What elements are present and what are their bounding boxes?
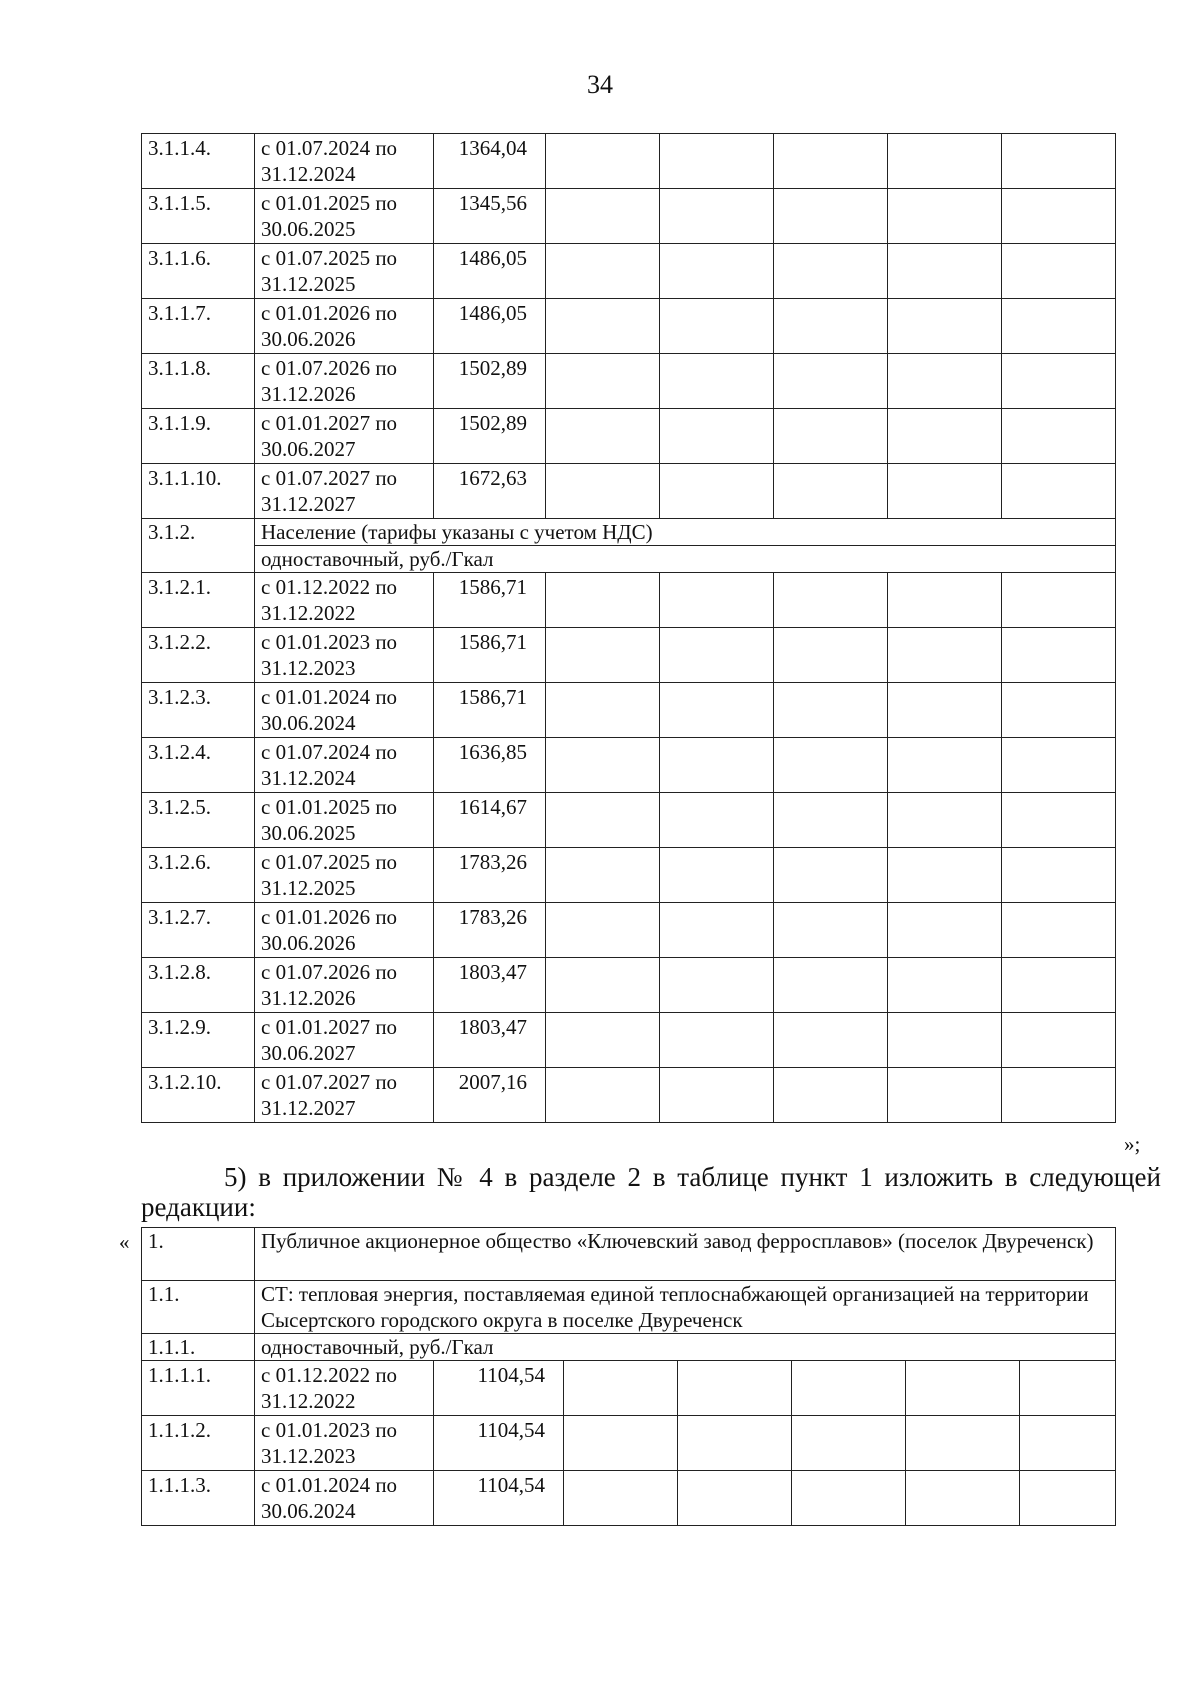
page-number: 34: [587, 70, 613, 99]
empty-cell: [546, 189, 660, 244]
empty-cell: [660, 903, 774, 958]
section-title: Население (тарифы указаны с учетом НДС): [255, 519, 1116, 546]
row-period: с 01.07.2027 по 31.12.2027: [255, 1068, 434, 1123]
empty-cell: [660, 354, 774, 409]
row-period: с 01.01.2026 по 30.06.2026: [255, 903, 434, 958]
row-value: 1586,71: [434, 628, 546, 683]
empty-cell: [546, 958, 660, 1013]
table-row: [142, 464, 1116, 519]
table-row: [142, 299, 1116, 354]
empty-cell: [774, 409, 888, 464]
row-period: с 01.01.2025 по 30.06.2025: [255, 189, 434, 244]
row-code: 1.1.1.2.: [142, 1416, 255, 1471]
tariff-table-population: [141, 133, 1116, 1123]
empty-cell: [1002, 573, 1116, 628]
empty-cell: [792, 1361, 906, 1416]
empty-cell: [1002, 189, 1116, 244]
row-value: 1486,05: [434, 299, 546, 354]
table-row: [142, 1068, 1116, 1123]
empty-cell: [774, 354, 888, 409]
row-period: с 01.07.2026 по 31.12.2026: [255, 958, 434, 1013]
row-code: 3.1.2.1.: [142, 573, 255, 628]
table-row: [142, 738, 1116, 793]
empty-cell: [546, 464, 660, 519]
table-row: [142, 903, 1116, 958]
row-text: СТ: тепловая энергия, поставляемая единой теплоснабжающей организацией на территории Сысертского городского округа в поселке Двуреченск: [255, 1281, 1116, 1334]
empty-cell: [906, 1416, 1020, 1471]
empty-cell: [888, 1068, 1002, 1123]
table-row: [142, 1013, 1116, 1068]
empty-cell: [888, 244, 1002, 299]
empty-cell: [888, 1013, 1002, 1068]
row-code: 1.1.1.3.: [142, 1471, 255, 1526]
row-code: 1.1.1.1.: [142, 1361, 255, 1416]
row-period: с 01.07.2024 по 31.12.2024: [255, 134, 434, 189]
empty-cell: [660, 848, 774, 903]
empty-cell: [546, 848, 660, 903]
row-code: 1.: [142, 1228, 255, 1281]
empty-cell: [546, 354, 660, 409]
empty-cell: [1002, 628, 1116, 683]
empty-cell: [660, 464, 774, 519]
empty-cell: [888, 573, 1002, 628]
empty-cell: [774, 1013, 888, 1068]
row-code: 3.1.2.6.: [142, 848, 255, 903]
empty-cell: [546, 1013, 660, 1068]
empty-cell: [546, 134, 660, 189]
table-row: [142, 189, 1116, 244]
empty-cell: [774, 1068, 888, 1123]
row-period: с 01.01.2023 по 31.12.2023: [255, 628, 434, 683]
row-period: с 01.01.2023 по 31.12.2023: [255, 1416, 434, 1471]
empty-cell: [564, 1416, 678, 1471]
empty-cell: [678, 1471, 792, 1526]
row-code: 3.1.1.6.: [142, 244, 255, 299]
row-value: 1614,67: [434, 793, 546, 848]
row-period: с 01.07.2026 по 31.12.2026: [255, 354, 434, 409]
empty-cell: [546, 793, 660, 848]
row-value: 1104,54: [434, 1361, 564, 1416]
empty-cell: [1002, 1013, 1116, 1068]
tariff-table-dvurechensk: [141, 1227, 1116, 1526]
row-value: 1104,54: [434, 1471, 564, 1526]
empty-cell: [564, 1361, 678, 1416]
row-code: 3.1.2.5.: [142, 793, 255, 848]
row-value: 1104,54: [434, 1416, 564, 1471]
empty-cell: [774, 738, 888, 793]
empty-cell: [888, 134, 1002, 189]
row-code: 3.1.1.7.: [142, 299, 255, 354]
table-row: [142, 1361, 1116, 1416]
row-value: 1586,71: [434, 573, 546, 628]
header-row: [142, 1228, 1116, 1281]
empty-cell: [678, 1416, 792, 1471]
empty-cell: [774, 628, 888, 683]
empty-cell: [1002, 244, 1116, 299]
empty-cell: [888, 793, 1002, 848]
empty-cell: [546, 299, 660, 354]
row-value: 1502,89: [434, 409, 546, 464]
empty-cell: [888, 409, 1002, 464]
empty-cell: [1002, 793, 1116, 848]
empty-cell: [1020, 1361, 1116, 1416]
empty-cell: [546, 903, 660, 958]
empty-cell: [1002, 409, 1116, 464]
empty-cell: [1002, 683, 1116, 738]
empty-cell: [774, 848, 888, 903]
row-value: 1364,04: [434, 134, 546, 189]
empty-cell: [660, 1013, 774, 1068]
row-period: с 01.07.2025 по 31.12.2025: [255, 244, 434, 299]
row-code: 3.1.2.10.: [142, 1068, 255, 1123]
table-row: [142, 573, 1116, 628]
amendment-paragraph: 5) в приложении № 4 в разделе 2 в таблице пункт 1 изложить в следующей редакции:: [141, 1162, 1161, 1222]
empty-cell: [888, 848, 1002, 903]
section-subtitle: одноставочный, руб./Гкал: [255, 546, 1116, 573]
empty-cell: [774, 903, 888, 958]
empty-cell: [888, 299, 1002, 354]
empty-cell: [1002, 958, 1116, 1013]
empty-cell: [888, 464, 1002, 519]
row-value: 1636,85: [434, 738, 546, 793]
empty-cell: [546, 244, 660, 299]
row-text: Публичное акционерное общество «Ключевский завод ферросплавов» (поселок Двуреченск): [255, 1228, 1116, 1281]
header-row: [142, 1281, 1116, 1334]
empty-cell: [660, 573, 774, 628]
row-value: 1486,05: [434, 244, 546, 299]
empty-cell: [1002, 738, 1116, 793]
empty-cell: [774, 958, 888, 1013]
table-row: [142, 628, 1116, 683]
empty-cell: [660, 244, 774, 299]
row-period: с 01.01.2027 по 30.06.2027: [255, 409, 434, 464]
row-code: 3.1.2.9.: [142, 1013, 255, 1068]
empty-cell: [1002, 464, 1116, 519]
empty-cell: [660, 409, 774, 464]
row-value: 1803,47: [434, 958, 546, 1013]
row-code: 3.1.2.3.: [142, 683, 255, 738]
empty-cell: [1002, 354, 1116, 409]
empty-cell: [906, 1471, 1020, 1526]
empty-cell: [1002, 1068, 1116, 1123]
empty-cell: [774, 189, 888, 244]
empty-cell: [678, 1361, 792, 1416]
table-row: [142, 958, 1116, 1013]
row-code: 3.1.1.5.: [142, 189, 255, 244]
section-code: 3.1.2.: [142, 519, 255, 573]
empty-cell: [1002, 299, 1116, 354]
empty-cell: [546, 1068, 660, 1123]
row-period: с 01.07.2027 по 31.12.2027: [255, 464, 434, 519]
empty-cell: [660, 1068, 774, 1123]
empty-cell: [1002, 848, 1116, 903]
opening-quote-mark: «: [119, 1230, 130, 1254]
table-row: [142, 409, 1116, 464]
empty-cell: [774, 683, 888, 738]
row-period: с 01.01.2025 по 30.06.2025: [255, 793, 434, 848]
row-text: одноставочный, руб./Гкал: [255, 1334, 1116, 1361]
empty-cell: [660, 134, 774, 189]
empty-cell: [660, 299, 774, 354]
table-row: [142, 134, 1116, 189]
row-value: 1783,26: [434, 903, 546, 958]
row-code: 3.1.1.10.: [142, 464, 255, 519]
table-row: [142, 244, 1116, 299]
table-row: [142, 848, 1116, 903]
empty-cell: [774, 464, 888, 519]
row-value: 1502,89: [434, 354, 546, 409]
empty-cell: [660, 738, 774, 793]
empty-cell: [888, 628, 1002, 683]
row-value: 2007,16: [434, 1068, 546, 1123]
empty-cell: [546, 628, 660, 683]
empty-cell: [546, 683, 660, 738]
row-code: 3.1.2.7.: [142, 903, 255, 958]
row-code: 1.1.1.: [142, 1334, 255, 1361]
table-row: [142, 1416, 1116, 1471]
empty-cell: [888, 903, 1002, 958]
empty-cell: [564, 1471, 678, 1526]
empty-cell: [888, 958, 1002, 1013]
empty-cell: [660, 683, 774, 738]
row-code: 3.1.2.4.: [142, 738, 255, 793]
row-period: с 01.07.2024 по 31.12.2024: [255, 738, 434, 793]
section-subheader-row: [142, 546, 1116, 573]
row-period: с 01.01.2024 по 30.06.2024: [255, 683, 434, 738]
row-value: 1803,47: [434, 1013, 546, 1068]
row-value: 1672,63: [434, 464, 546, 519]
empty-cell: [1020, 1471, 1116, 1526]
row-code: 3.1.2.2.: [142, 628, 255, 683]
row-code: 3.1.1.9.: [142, 409, 255, 464]
empty-cell: [792, 1471, 906, 1526]
empty-cell: [792, 1416, 906, 1471]
empty-cell: [888, 189, 1002, 244]
empty-cell: [660, 189, 774, 244]
empty-cell: [546, 573, 660, 628]
row-code: 3.1.1.4.: [142, 134, 255, 189]
empty-cell: [774, 793, 888, 848]
row-period: с 01.01.2026 по 30.06.2026: [255, 299, 434, 354]
empty-cell: [906, 1361, 1020, 1416]
empty-cell: [774, 134, 888, 189]
row-value: 1783,26: [434, 848, 546, 903]
empty-cell: [774, 573, 888, 628]
table-row: [142, 1471, 1116, 1526]
header-row: [142, 1334, 1116, 1361]
closing-quote-mark: »;: [1124, 1132, 1141, 1156]
row-period: с 01.01.2024 по 30.06.2024: [255, 1471, 434, 1526]
empty-cell: [546, 738, 660, 793]
row-code: 3.1.1.8.: [142, 354, 255, 409]
row-period: с 01.12.2022 по 31.12.2022: [255, 573, 434, 628]
empty-cell: [660, 793, 774, 848]
empty-cell: [888, 738, 1002, 793]
table-row: [142, 354, 1116, 409]
empty-cell: [888, 354, 1002, 409]
row-value: 1586,71: [434, 683, 546, 738]
empty-cell: [888, 683, 1002, 738]
table-row: [142, 793, 1116, 848]
row-period: с 01.07.2025 по 31.12.2025: [255, 848, 434, 903]
empty-cell: [1020, 1416, 1116, 1471]
empty-cell: [660, 958, 774, 1013]
row-code: 3.1.2.8.: [142, 958, 255, 1013]
empty-cell: [774, 244, 888, 299]
row-value: 1345,56: [434, 189, 546, 244]
empty-cell: [660, 628, 774, 683]
empty-cell: [774, 299, 888, 354]
row-code: 1.1.: [142, 1281, 255, 1334]
empty-cell: [1002, 903, 1116, 958]
row-period: с 01.01.2027 по 30.06.2027: [255, 1013, 434, 1068]
empty-cell: [546, 409, 660, 464]
section-header-row: [142, 519, 1116, 546]
table-row: [142, 683, 1116, 738]
row-period: с 01.12.2022 по 31.12.2022: [255, 1361, 434, 1416]
empty-cell: [1002, 134, 1116, 189]
